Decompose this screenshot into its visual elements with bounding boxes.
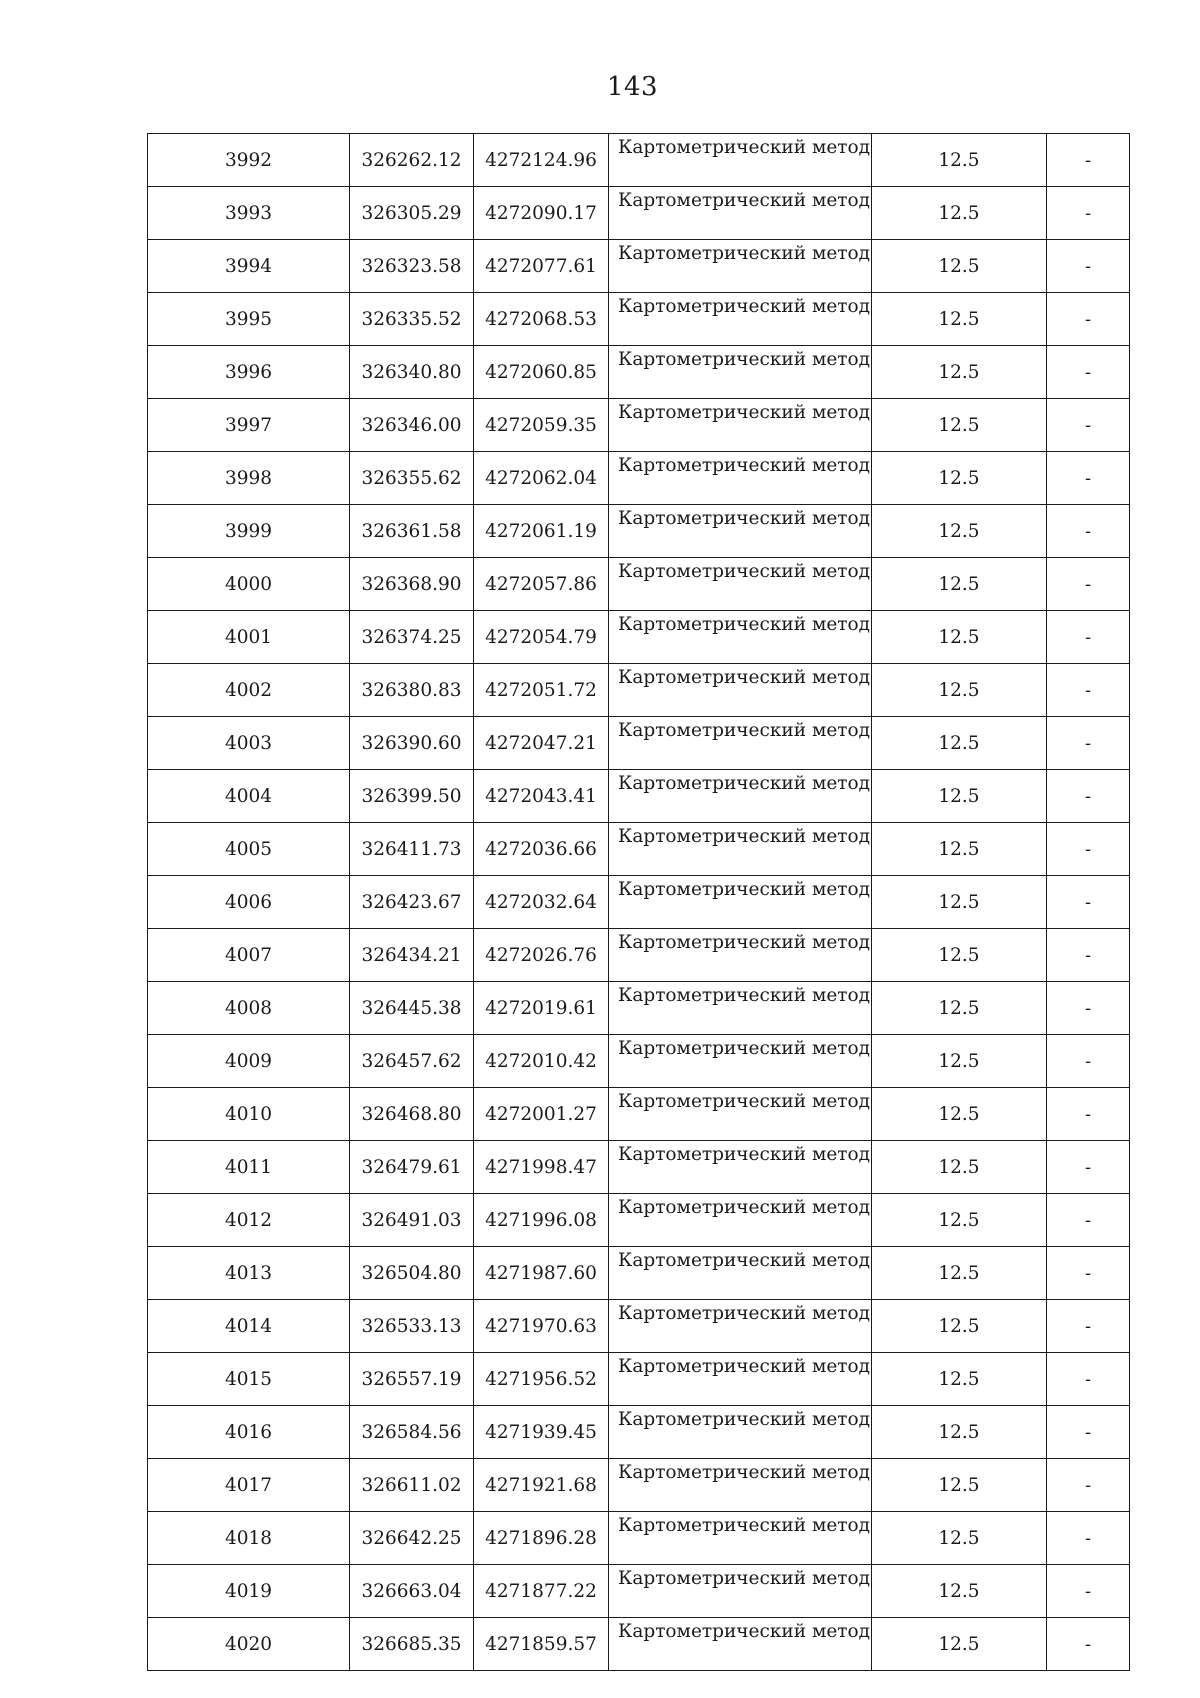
point-number-cell: 4003 <box>148 717 350 770</box>
x-coordinate-cell: 326504.80 <box>350 1247 474 1300</box>
note-cell: - <box>1047 1406 1130 1459</box>
accuracy-cell: 12.5 <box>872 823 1047 876</box>
method-cell: Картометрический метод <box>609 1194 872 1247</box>
x-coordinate-cell: 326374.25 <box>350 611 474 664</box>
note-cell: - <box>1047 664 1130 717</box>
point-number-cell: 4013 <box>148 1247 350 1300</box>
table-row <box>148 1247 1130 1300</box>
y-coordinate-cell: 4271956.52 <box>474 1353 609 1406</box>
y-coordinate-cell: 4272026.76 <box>474 929 609 982</box>
method-cell: Картометрический метод <box>609 1459 872 1512</box>
accuracy-cell: 12.5 <box>872 1194 1047 1247</box>
note-cell: - <box>1047 1194 1130 1247</box>
x-coordinate-cell: 326685.35 <box>350 1618 474 1671</box>
y-coordinate-cell: 4272010.42 <box>474 1035 609 1088</box>
y-coordinate-cell: 4271987.60 <box>474 1247 609 1300</box>
method-cell: Картометрический метод <box>609 1035 872 1088</box>
method-cell: Картометрический метод <box>609 346 872 399</box>
y-coordinate-cell: 4272057.86 <box>474 558 609 611</box>
y-coordinate-cell: 4272077.61 <box>474 240 609 293</box>
method-cell: Картометрический метод <box>609 134 872 187</box>
method-cell: Картометрический метод <box>609 1088 872 1141</box>
accuracy-cell: 12.5 <box>872 1035 1047 1088</box>
accuracy-cell: 12.5 <box>872 929 1047 982</box>
table-row <box>148 1194 1130 1247</box>
y-coordinate-cell: 4271859.57 <box>474 1618 609 1671</box>
y-coordinate-cell: 4272061.19 <box>474 505 609 558</box>
method-cell: Картометрический метод <box>609 187 872 240</box>
y-coordinate-cell: 4272068.53 <box>474 293 609 346</box>
y-coordinate-cell: 4271921.68 <box>474 1459 609 1512</box>
x-coordinate-cell: 326355.62 <box>350 452 474 505</box>
x-coordinate-cell: 326335.52 <box>350 293 474 346</box>
method-cell: Картометрический метод <box>609 1353 872 1406</box>
table-row <box>148 1565 1130 1618</box>
note-cell: - <box>1047 1300 1130 1353</box>
method-cell: Картометрический метод <box>609 664 872 717</box>
method-cell: Картометрический метод <box>609 1300 872 1353</box>
x-coordinate-cell: 326390.60 <box>350 717 474 770</box>
note-cell: - <box>1047 770 1130 823</box>
point-number-cell: 3998 <box>148 452 350 505</box>
note-cell: - <box>1047 1035 1130 1088</box>
page-number: 143 <box>606 72 659 102</box>
point-number-cell: 4017 <box>148 1459 350 1512</box>
x-coordinate-cell: 326423.67 <box>350 876 474 929</box>
point-number-cell: 4007 <box>148 929 350 982</box>
point-number-cell: 3992 <box>148 134 350 187</box>
accuracy-cell: 12.5 <box>872 770 1047 823</box>
x-coordinate-cell: 326468.80 <box>350 1088 474 1141</box>
point-number-cell: 4011 <box>148 1141 350 1194</box>
note-cell: - <box>1047 187 1130 240</box>
method-cell: Картометрический метод <box>609 823 872 876</box>
x-coordinate-cell: 326642.25 <box>350 1512 474 1565</box>
x-coordinate-cell: 326361.58 <box>350 505 474 558</box>
y-coordinate-cell: 4272019.61 <box>474 982 609 1035</box>
table-row <box>148 717 1130 770</box>
accuracy-cell: 12.5 <box>872 717 1047 770</box>
note-cell: - <box>1047 1088 1130 1141</box>
table-row <box>148 770 1130 823</box>
y-coordinate-cell: 4271970.63 <box>474 1300 609 1353</box>
note-cell: - <box>1047 452 1130 505</box>
accuracy-cell: 12.5 <box>872 1353 1047 1406</box>
table-row <box>148 240 1130 293</box>
x-coordinate-cell: 326346.00 <box>350 399 474 452</box>
y-coordinate-cell: 4272124.96 <box>474 134 609 187</box>
table-row <box>148 1035 1130 1088</box>
note-cell: - <box>1047 1618 1130 1671</box>
note-cell: - <box>1047 399 1130 452</box>
accuracy-cell: 12.5 <box>872 1565 1047 1618</box>
y-coordinate-cell: 4272090.17 <box>474 187 609 240</box>
table-row <box>148 929 1130 982</box>
point-number-cell: 3999 <box>148 505 350 558</box>
table-body <box>148 134 1130 1671</box>
accuracy-cell: 12.5 <box>872 1300 1047 1353</box>
x-coordinate-cell: 326663.04 <box>350 1565 474 1618</box>
note-cell: - <box>1047 558 1130 611</box>
point-number-cell: 3994 <box>148 240 350 293</box>
y-coordinate-cell: 4271939.45 <box>474 1406 609 1459</box>
y-coordinate-cell: 4271896.28 <box>474 1512 609 1565</box>
accuracy-cell: 12.5 <box>872 399 1047 452</box>
note-cell: - <box>1047 293 1130 346</box>
table-row <box>148 982 1130 1035</box>
note-cell: - <box>1047 982 1130 1035</box>
table-row <box>148 1406 1130 1459</box>
note-cell: - <box>1047 1565 1130 1618</box>
table-row <box>148 505 1130 558</box>
x-coordinate-cell: 326611.02 <box>350 1459 474 1512</box>
note-cell: - <box>1047 346 1130 399</box>
y-coordinate-cell: 4271998.47 <box>474 1141 609 1194</box>
point-number-cell: 3996 <box>148 346 350 399</box>
y-coordinate-cell: 4271877.22 <box>474 1565 609 1618</box>
x-coordinate-cell: 326340.80 <box>350 346 474 399</box>
point-number-cell: 4004 <box>148 770 350 823</box>
accuracy-cell: 12.5 <box>872 1088 1047 1141</box>
point-number-cell: 4014 <box>148 1300 350 1353</box>
y-coordinate-cell: 4272047.21 <box>474 717 609 770</box>
point-number-cell: 4000 <box>148 558 350 611</box>
method-cell: Картометрический метод <box>609 293 872 346</box>
method-cell: Картометрический метод <box>609 717 872 770</box>
method-cell: Картометрический метод <box>609 505 872 558</box>
method-cell: Картометрический метод <box>609 1512 872 1565</box>
table-row <box>148 558 1130 611</box>
x-coordinate-cell: 326262.12 <box>350 134 474 187</box>
accuracy-cell: 12.5 <box>872 134 1047 187</box>
x-coordinate-cell: 326434.21 <box>350 929 474 982</box>
note-cell: - <box>1047 1141 1130 1194</box>
point-number-cell: 4010 <box>148 1088 350 1141</box>
table-row <box>148 1512 1130 1565</box>
method-cell: Картометрический метод <box>609 929 872 982</box>
method-cell: Картометрический метод <box>609 1406 872 1459</box>
point-number-cell: 4006 <box>148 876 350 929</box>
note-cell: - <box>1047 134 1130 187</box>
note-cell: - <box>1047 240 1130 293</box>
method-cell: Картометрический метод <box>609 1618 872 1671</box>
method-cell: Картометрический метод <box>609 770 872 823</box>
table-row <box>148 1300 1130 1353</box>
note-cell: - <box>1047 929 1130 982</box>
accuracy-cell: 12.5 <box>872 187 1047 240</box>
table-row <box>148 664 1130 717</box>
x-coordinate-cell: 326457.62 <box>350 1035 474 1088</box>
method-cell: Картометрический метод <box>609 611 872 664</box>
accuracy-cell: 12.5 <box>872 505 1047 558</box>
method-cell: Картометрический метод <box>609 1565 872 1618</box>
y-coordinate-cell: 4272043.41 <box>474 770 609 823</box>
table-row <box>148 1141 1130 1194</box>
x-coordinate-cell: 326323.58 <box>350 240 474 293</box>
x-coordinate-cell: 326380.83 <box>350 664 474 717</box>
method-cell: Картометрический метод <box>609 876 872 929</box>
table-row <box>148 187 1130 240</box>
x-coordinate-cell: 326557.19 <box>350 1353 474 1406</box>
accuracy-cell: 12.5 <box>872 1247 1047 1300</box>
table-row <box>148 876 1130 929</box>
method-cell: Картометрический метод <box>609 452 872 505</box>
x-coordinate-cell: 326445.38 <box>350 982 474 1035</box>
note-cell: - <box>1047 505 1130 558</box>
coordinates-table <box>147 133 1130 1671</box>
x-coordinate-cell: 326368.90 <box>350 558 474 611</box>
point-number-cell: 4012 <box>148 1194 350 1247</box>
point-number-cell: 4002 <box>148 664 350 717</box>
accuracy-cell: 12.5 <box>872 1618 1047 1671</box>
accuracy-cell: 12.5 <box>872 664 1047 717</box>
note-cell: - <box>1047 1512 1130 1565</box>
x-coordinate-cell: 326491.03 <box>350 1194 474 1247</box>
table-row <box>148 611 1130 664</box>
x-coordinate-cell: 326533.13 <box>350 1300 474 1353</box>
table-row <box>148 1088 1130 1141</box>
point-number-cell: 4019 <box>148 1565 350 1618</box>
note-cell: - <box>1047 1247 1130 1300</box>
y-coordinate-cell: 4272062.04 <box>474 452 609 505</box>
point-number-cell: 4008 <box>148 982 350 1035</box>
method-cell: Картометрический метод <box>609 399 872 452</box>
y-coordinate-cell: 4272054.79 <box>474 611 609 664</box>
method-cell: Картометрический метод <box>609 982 872 1035</box>
point-number-cell: 3993 <box>148 187 350 240</box>
point-number-cell: 4016 <box>148 1406 350 1459</box>
y-coordinate-cell: 4272001.27 <box>474 1088 609 1141</box>
accuracy-cell: 12.5 <box>872 452 1047 505</box>
point-number-cell: 4020 <box>148 1618 350 1671</box>
accuracy-cell: 12.5 <box>872 346 1047 399</box>
y-coordinate-cell: 4272059.35 <box>474 399 609 452</box>
y-coordinate-cell: 4272032.64 <box>474 876 609 929</box>
accuracy-cell: 12.5 <box>872 240 1047 293</box>
x-coordinate-cell: 326399.50 <box>350 770 474 823</box>
point-number-cell: 3995 <box>148 293 350 346</box>
x-coordinate-cell: 326584.56 <box>350 1406 474 1459</box>
point-number-cell: 4009 <box>148 1035 350 1088</box>
table-row <box>148 399 1130 452</box>
point-number-cell: 4005 <box>148 823 350 876</box>
method-cell: Картометрический метод <box>609 240 872 293</box>
x-coordinate-cell: 326305.29 <box>350 187 474 240</box>
point-number-cell: 4015 <box>148 1353 350 1406</box>
table-row <box>148 823 1130 876</box>
accuracy-cell: 12.5 <box>872 558 1047 611</box>
point-number-cell: 3997 <box>148 399 350 452</box>
note-cell: - <box>1047 876 1130 929</box>
table-row <box>148 1618 1130 1671</box>
accuracy-cell: 12.5 <box>872 876 1047 929</box>
accuracy-cell: 12.5 <box>872 1141 1047 1194</box>
y-coordinate-cell: 4272060.85 <box>474 346 609 399</box>
accuracy-cell: 12.5 <box>872 982 1047 1035</box>
accuracy-cell: 12.5 <box>872 611 1047 664</box>
note-cell: - <box>1047 717 1130 770</box>
y-coordinate-cell: 4271996.08 <box>474 1194 609 1247</box>
method-cell: Картометрический метод <box>609 558 872 611</box>
accuracy-cell: 12.5 <box>872 1512 1047 1565</box>
note-cell: - <box>1047 1459 1130 1512</box>
x-coordinate-cell: 326411.73 <box>350 823 474 876</box>
table-row <box>148 1459 1130 1512</box>
y-coordinate-cell: 4272036.66 <box>474 823 609 876</box>
method-cell: Картометрический метод <box>609 1247 872 1300</box>
method-cell: Картометрический метод <box>609 1141 872 1194</box>
note-cell: - <box>1047 823 1130 876</box>
table-row <box>148 346 1130 399</box>
table-row <box>148 452 1130 505</box>
x-coordinate-cell: 326479.61 <box>350 1141 474 1194</box>
accuracy-cell: 12.5 <box>872 293 1047 346</box>
table-row <box>148 1353 1130 1406</box>
note-cell: - <box>1047 1353 1130 1406</box>
point-number-cell: 4018 <box>148 1512 350 1565</box>
point-number-cell: 4001 <box>148 611 350 664</box>
table-row <box>148 293 1130 346</box>
y-coordinate-cell: 4272051.72 <box>474 664 609 717</box>
accuracy-cell: 12.5 <box>872 1459 1047 1512</box>
accuracy-cell: 12.5 <box>872 1406 1047 1459</box>
table-row <box>148 134 1130 187</box>
note-cell: - <box>1047 611 1130 664</box>
